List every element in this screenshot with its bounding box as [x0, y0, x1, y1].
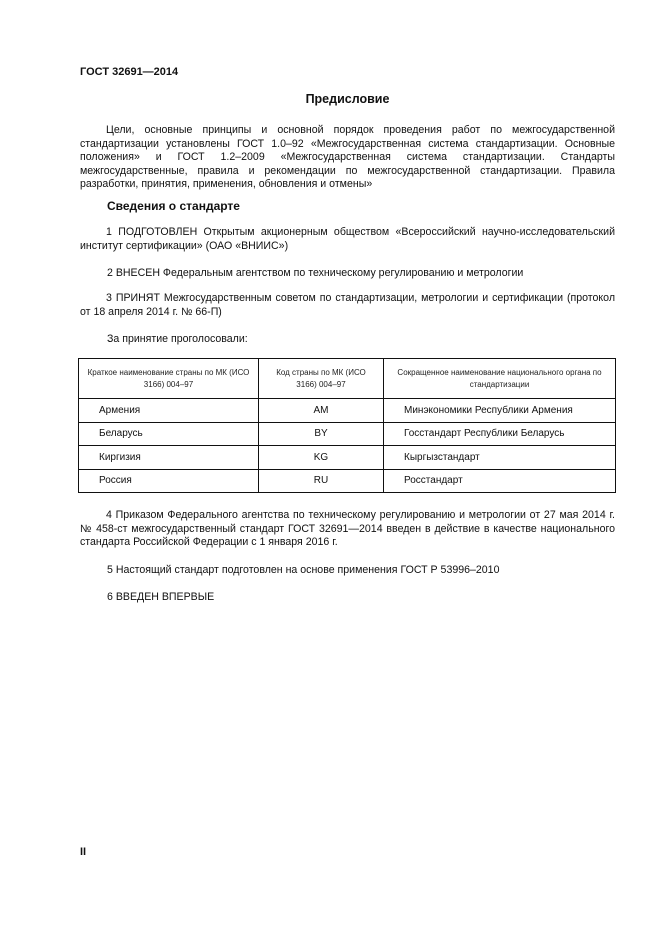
- table-cell-code: KG: [259, 446, 384, 470]
- table-cell-country: Россия: [79, 469, 259, 493]
- table-header-body: Сокращенное наименование национального органа по стандартизации: [384, 359, 616, 399]
- preface-title: Предисловие: [305, 92, 390, 106]
- info-item-4: 4 Приказом Федерального агентства по техническому регулированию и метрологии от 27 мая 2014 г. № 458-ст межгосударственный стандарт ГОСТ 32691—2014 введен в действие в качестве национального стандарта Российской Федерации с 1 января 2016 г.: [80, 509, 615, 548]
- table-cell-code: BY: [259, 422, 384, 446]
- info-item-3: 3 ПРИНЯТ Межгосударственным советом по стандартизации, метрологии и сертификации (протокол от 18 апреля 2014 г. № 66-П): [80, 292, 615, 318]
- voted-label: За принятие проголосовали:: [107, 333, 248, 345]
- table-cell-body: Росстандарт: [384, 469, 616, 493]
- table-cell-body: Кыргызстандарт: [384, 446, 616, 470]
- info-item-5: 5 Настоящий стандарт подготовлен на основе применения ГОСТ Р 53996–2010: [107, 564, 500, 576]
- table-row: [79, 422, 616, 446]
- info-item-1: 1 ПОДГОТОВЛЕН Открытым акционерным обществом «Всероссийский научно-исследовательский институт сертификации» (ОАО «ВНИИС»): [80, 226, 615, 252]
- voting-table: [78, 358, 616, 493]
- table-cell-code: RU: [259, 469, 384, 493]
- table-cell-body: Минэкономики Республики Армения: [384, 399, 616, 423]
- table-header-country: Краткое наименование страны по МК (ИСО 3166) 004–97: [79, 359, 259, 399]
- info-item-6: 6 ВВЕДЕН ВПЕРВЫЕ: [107, 591, 215, 603]
- table-row: [79, 399, 616, 423]
- table-cell-code: AM: [259, 399, 384, 423]
- page-number: II: [80, 846, 87, 858]
- preface-text: Цели, основные принципы и основной порядок проведения работ по межгосударственной стандартизации установлены ГОСТ 1.0–92 «Межгосударственная система стандартизации. Основные положения» и ГОСТ 1.2–2009 «Межгосударственная система стандартизации. Стандарты межгосударственные, правила и рекомендации по межгосударственной стандартизации. Правила разработки, принятия, применения, обновления и отмены»: [80, 124, 615, 190]
- document-code: ГОСТ 32691—2014: [80, 66, 179, 78]
- table-header-code: Код страны по МК (ИСО 3166) 004–97: [259, 359, 384, 399]
- table-cell-country: Армения: [79, 399, 259, 423]
- table-header-row: [79, 359, 616, 399]
- info-item-2: 2 ВНЕСЕН Федеральным агентством по техническому регулированию и метрологии: [107, 267, 524, 279]
- table-cell-body: Госстандарт Республики Беларусь: [384, 422, 616, 446]
- table-row: [79, 469, 616, 493]
- table-cell-country: Киргизия: [79, 446, 259, 470]
- standard-info-heading: Сведения о стандарте: [107, 199, 240, 213]
- table-cell-country: Беларусь: [79, 422, 259, 446]
- table-row: [79, 446, 616, 470]
